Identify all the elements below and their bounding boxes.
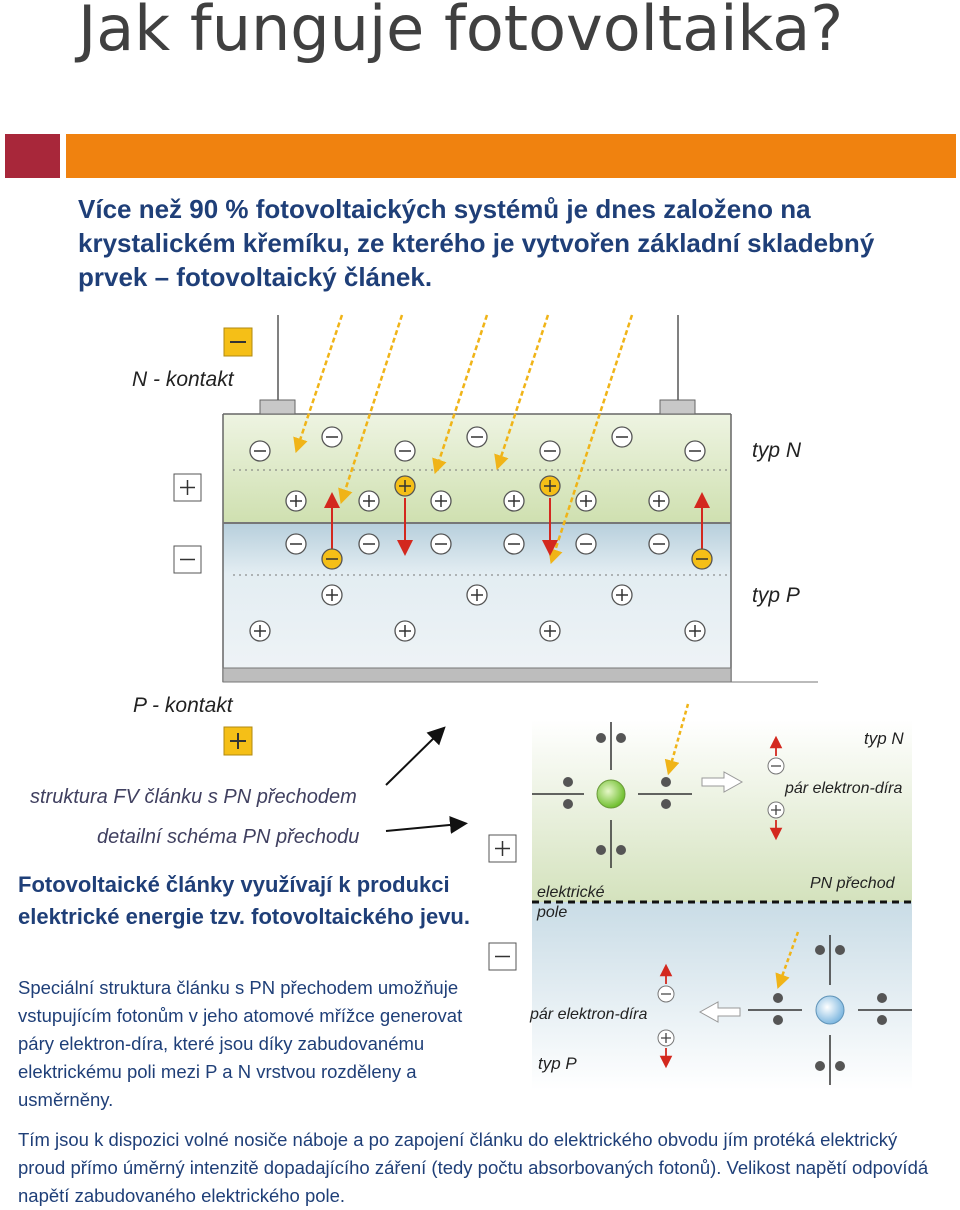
pn-junction-label: PN přechod: [810, 875, 895, 892]
field-label-2: pole: [537, 904, 568, 921]
p-contact-label: P - kontakt: [133, 694, 233, 717]
n-contact-label: N - kontakt: [132, 368, 234, 391]
page-title: Jak funguje fotovoltaika?: [78, 0, 844, 65]
caption-detail: detailní schéma PN přechodu: [97, 826, 360, 848]
type-p-label: typ P: [752, 584, 800, 607]
paragraph-photovoltaic-effect: Fotovoltaické články využívají k produkci elektrické energie tzv. fotovoltaického jevu.: [18, 872, 470, 929]
paragraph-current: Tím jsou k dispozici volné nosiče náboje a po zapojení článku do elektrického obvodu jím protéká elektrický proud přímo úměrný intenzitě dopadajícího záření (tedy počtu absorbovaných fotonů). Velikost napětí odpovídá napětí zabudovaného elektrického pole.: [18, 1129, 929, 1206]
pair-label-top: pár elektron-díra: [785, 780, 903, 797]
caption-arrows: [380, 725, 470, 835]
type-n-label: typ N: [752, 439, 802, 462]
pair-label-bottom: pár elektron-díra: [530, 1006, 648, 1023]
caption-structure: struktura FV článku s PN přechodem: [30, 786, 357, 808]
paragraph-pn-structure: Speciální struktura článku s PN přechodem umožňuje vstupujícím fotonům v jeho atomové mřížce generovat páry elektron-díra, které jsou díky zabudovanému elektrickému poli mezi P a N vrstvou rozděleny a usměrněny.: [18, 977, 463, 1110]
intro-text: Více než 90 % fotovoltaických systémů je dnes založeno na krystalickém křemíku, ze kterého je vytvořen základní skladebný prvek – fotovoltaický článek.: [78, 194, 875, 292]
accent-bar-red: [5, 134, 60, 178]
accent-bar-orange: [66, 134, 956, 178]
p-contact-plate: [223, 668, 731, 682]
field-label-1: elektrické: [537, 884, 605, 901]
detail-type-p-label: typ P: [538, 1054, 577, 1073]
detail-type-n-label: typ N: [864, 729, 904, 748]
pn-junction-detail-diagram: [480, 700, 960, 1120]
